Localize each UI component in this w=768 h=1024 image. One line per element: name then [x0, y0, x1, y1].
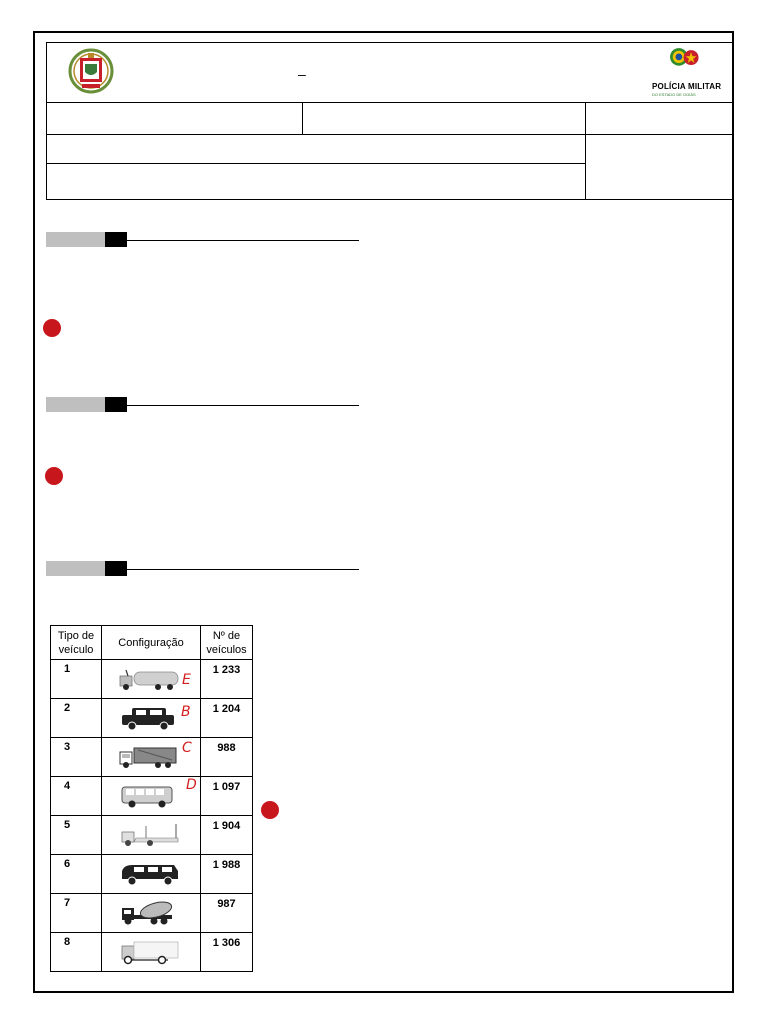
red-marker-1 — [43, 319, 61, 337]
vehicle-table — [50, 625, 253, 972]
row-tipo: 5 — [51, 816, 102, 855]
row-tipo: 4 — [51, 777, 102, 816]
minibus-icon — [118, 783, 184, 809]
row-tipo: 8 — [51, 933, 102, 972]
handwritten-letter-1: E — [182, 672, 191, 688]
row-count: 1 988 — [201, 855, 253, 894]
tanker-truck-icon — [118, 666, 184, 692]
police-subtitle: DO ESTADO DE GOIÁS — [652, 92, 696, 97]
header-tipo: Tipo de veículo — [51, 626, 102, 660]
table-row — [51, 816, 253, 855]
header-configuracao: Configuração — [102, 626, 201, 660]
police-title: POLÍCIA MILITAR — [652, 82, 722, 91]
red-marker-3 — [261, 801, 279, 819]
dump-truck-icon — [118, 744, 184, 770]
jeep-icon — [118, 705, 184, 731]
row-tipo: 1 — [51, 660, 102, 699]
row-count: 1 306 — [201, 933, 253, 972]
header-num-veiculos: Nº de veículos — [201, 626, 253, 660]
row-config — [102, 855, 201, 894]
handwritten-letter-2: B — [181, 704, 191, 720]
table-row — [51, 738, 253, 777]
header-cell-2 — [585, 102, 586, 200]
row-count: 1 904 — [201, 816, 253, 855]
row-count: 1 204 — [201, 699, 253, 738]
row-tipo: 6 — [51, 855, 102, 894]
table-row — [51, 933, 253, 972]
police-emblem-icon — [650, 44, 724, 82]
header-row-divider-3 — [46, 163, 586, 164]
red-marker-2 — [45, 467, 63, 485]
coat-of-arms-icon — [66, 48, 116, 94]
header-row-divider-2 — [46, 134, 733, 135]
header-table — [46, 42, 733, 200]
handwritten-letter-3: C — [182, 740, 192, 756]
table-row — [51, 894, 253, 933]
row-config — [102, 816, 201, 855]
row-config — [102, 933, 201, 972]
row-tipo: 3 — [51, 738, 102, 777]
light-truck-icon — [118, 822, 184, 848]
header-separator: – — [298, 66, 306, 82]
box-truck-icon — [118, 939, 184, 965]
van-icon — [118, 861, 184, 887]
table-row — [51, 855, 253, 894]
table-row — [51, 699, 253, 738]
row-config — [102, 894, 201, 933]
table-row — [51, 777, 253, 816]
row-tipo: 2 — [51, 699, 102, 738]
table-row — [51, 660, 253, 699]
row-count: 987 — [201, 894, 253, 933]
row-tipo: 7 — [51, 894, 102, 933]
handwritten-letter-4: D — [186, 777, 197, 793]
header-cell-1 — [302, 102, 303, 135]
row-count: 988 — [201, 738, 253, 777]
concrete-mixer-icon — [118, 900, 184, 926]
header-row-divider — [46, 102, 733, 103]
row-count: 1 097 — [201, 777, 253, 816]
row-count: 1 233 — [201, 660, 253, 699]
